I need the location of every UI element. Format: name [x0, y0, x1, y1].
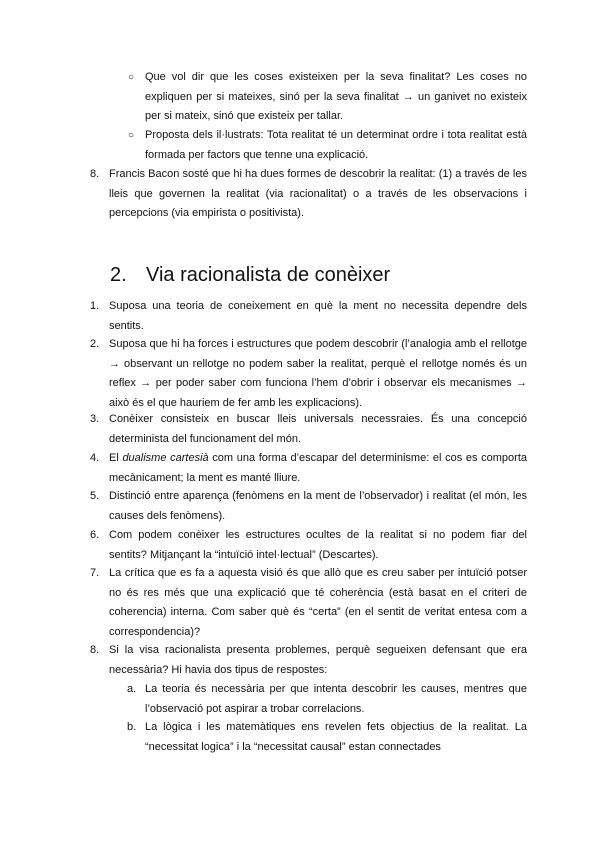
list-number: 5. [90, 490, 100, 502]
list-number: 8. [90, 168, 100, 180]
list-letter: b. [127, 721, 137, 733]
list-item: Si la visa racionalista presenta problemes, perquè segueixen defensant que era necessària? Hi havia dos tipus de respostes: [109, 644, 527, 676]
list-item: Conèixer consisteix en buscar lleis universals necessraies. És una concepció determinista del funcionament del món. [109, 413, 527, 445]
section-title: Via racionalista de conèixer [146, 264, 391, 286]
list-item: Suposa que hi ha forces i estructures que podem descobrir (l’analogia amb el rellotge → observant un rellotge no podem saber la realitat, perquè el rellotge només és un reflex → per poder saber com funciona l’hem d’obrir i observar els mecanismes → això és el que hauriem de fer amb les explicacions). [109, 338, 527, 409]
list-number: 2. [90, 338, 100, 350]
sub-answer-item: La teoria és necessària per que intenta descobrir les causes, mentres que l’observació pot aspirar a trobar correlacions. [145, 683, 527, 715]
list-number: 7. [90, 567, 100, 579]
list-number: 8. [90, 644, 100, 656]
list-item: Com podem conèixer les estructures ocultes de la realitat si no podem fiar del sentits? Mitjançant la “intuïció intel·lectual” (Descartes). [109, 529, 527, 561]
list-item [109, 449, 527, 488]
sub-item-illustrats: Proposta dels il·lustrats: Tota realitat té un determinat ordre i tota realitat està formada per factors que tenne una explicació. [145, 129, 527, 161]
bullet-marker: ○ [128, 130, 135, 141]
sub-item-finalitat: Que vol dir que les coses existeixen per la seva finalitat? Les coses no expliquen per si mateixes, sinó per la seva finalitat → un ganivet no existeix per si mateix, sinó que existeix per tallar. [145, 71, 527, 122]
list-number: 6. [90, 529, 100, 541]
bullet-marker: ○ [128, 72, 135, 83]
list-letter: a. [127, 683, 137, 695]
section-heading [110, 262, 390, 288]
list-item-bacon: Francis Bacon sosté que hi ha dues formes de descobrir la realitat: (1) a través de les lleis que governen la realitat (via racionalitat) o a través de les observacions i percepcions (via empirista o positivista). [109, 168, 527, 219]
list-number: 4. [90, 452, 100, 464]
list-item: Distinció entre aparença (fenòmens en la ment de l’observador) i realitat (el món, les causes dels fenòmens). [109, 490, 527, 522]
item-text-after: com una forma d’escapar del determinisme: el cos es comporta mecànicament; la ment es manté lliure. [109, 452, 528, 484]
list-number: 1. [90, 300, 100, 312]
item-text-italic: dualisme cartesià [122, 452, 209, 464]
item-text-before: El [109, 452, 123, 464]
list-item: La crítica que es fa a aquesta visió és que allò que es creu saber per intuïció potser no és res més que una explicació que té coherència (està basat en el criteri de coherencia) interna. Com saber què és “certa” (en el sentit de veritat entesa com a correspondencia)? [109, 567, 527, 638]
sub-answer-item: La lògica i les matemàtiques ens revelen fets objectius de la realitat. La “necessitat logica” i la “necessitat causal” estan connectades [145, 721, 527, 753]
section-number: 2. [110, 264, 127, 286]
list-number: 3. [90, 413, 100, 425]
list-item: Suposa una teoria de coneixement en què la ment no necessita dependre dels sentits. [109, 300, 527, 332]
